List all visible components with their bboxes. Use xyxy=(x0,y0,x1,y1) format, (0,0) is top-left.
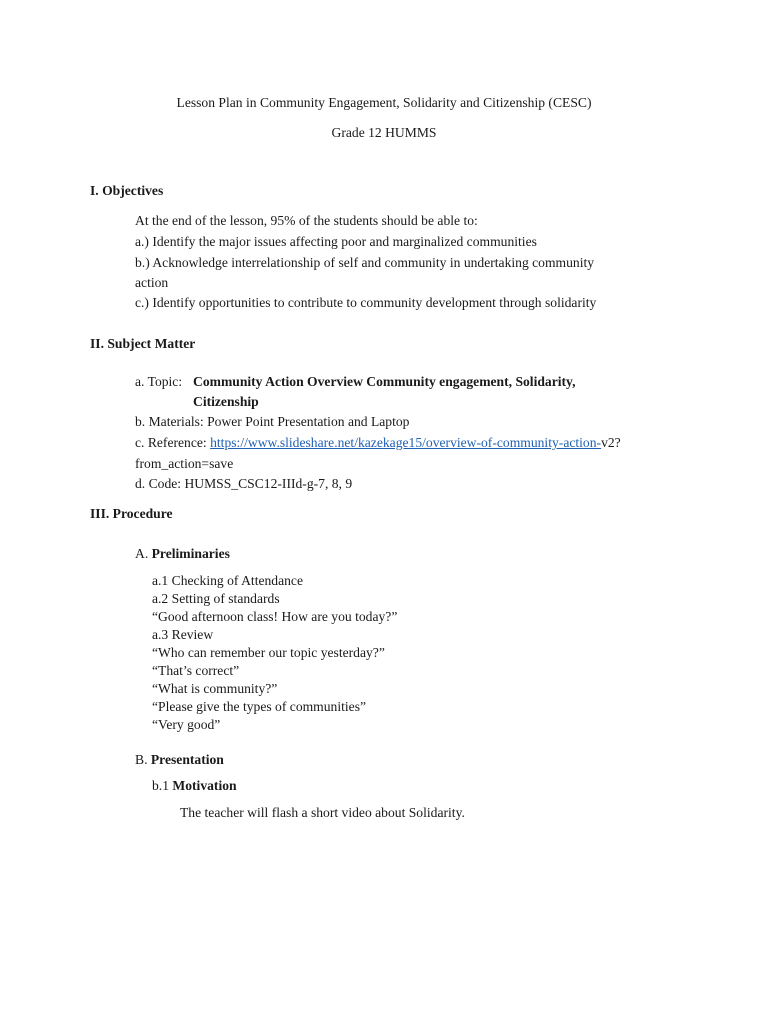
motivation-label: b.1 xyxy=(152,778,169,793)
objective-item: a.) Identify the major issues affecting poor and marginalized communities xyxy=(135,234,537,249)
presentation-title: Presentation xyxy=(150,752,224,767)
code-line: d. Code: HUMSS_CSC12-IIId-g-7, 8, 9 xyxy=(135,476,353,491)
preliminary-line: “What is community?” xyxy=(152,681,278,696)
reference-continuation: from_action=save xyxy=(135,456,234,471)
preliminary-line: a.3 Review xyxy=(152,627,214,642)
preliminaries-letter: A. xyxy=(135,546,149,561)
preliminaries-title: Preliminaries xyxy=(151,546,230,561)
motivation-title: Motivation xyxy=(172,778,237,793)
preliminary-line: “That’s correct” xyxy=(152,663,240,678)
preliminary-line: a.2 Setting of standards xyxy=(152,591,280,606)
presentation-heading xyxy=(135,753,224,767)
preliminary-line: “Very good” xyxy=(152,717,221,732)
motivation-heading xyxy=(152,779,237,793)
topic-label: a. Topic: xyxy=(135,374,183,389)
preliminary-line: “Good afternoon class! How are you today?” xyxy=(152,609,398,624)
procedure-heading: III. Procedure xyxy=(90,506,173,521)
objectives-heading: I. Objectives xyxy=(90,183,164,198)
objective-item: c.) Identify opportunities to contribute to community development through solidarity xyxy=(135,295,597,310)
objective-item: b.) Acknowledge interrelationship of self and community in undertaking community xyxy=(135,255,595,270)
document-subtitle: Grade 12 HUMMS xyxy=(331,125,437,140)
preliminaries-heading xyxy=(135,547,230,561)
topic-value: Community Action Overview Community engagement, Solidarity, xyxy=(193,374,576,389)
reference-label: c. Reference: xyxy=(135,435,207,450)
preliminary-line: “Who can remember our topic yesterday?” xyxy=(152,645,385,660)
document-title: Lesson Plan in Community Engagement, Solidarity and Citizenship (CESC) xyxy=(176,95,592,110)
preliminary-line: a.1 Checking of Attendance xyxy=(152,573,303,588)
subject-matter-heading: II. Subject Matter xyxy=(90,336,196,351)
materials-line: b. Materials: Power Point Presentation and Laptop xyxy=(135,414,410,429)
topic-value-continuation: Citizenship xyxy=(193,394,259,409)
objective-item-continuation: action xyxy=(135,275,169,290)
motivation-text: The teacher will flash a short video about Solidarity. xyxy=(180,805,465,820)
preliminary-line: “Please give the types of communities” xyxy=(152,699,367,714)
presentation-letter: B. xyxy=(135,752,148,767)
reference-line xyxy=(135,436,621,450)
reference-link[interactable]: https://www.slideshare.net/kazekage15/overview-of-community-action- xyxy=(210,435,602,450)
objectives-intro: At the end of the lesson, 95% of the students should be able to: xyxy=(135,213,478,228)
reference-tail: v2? xyxy=(601,435,621,450)
